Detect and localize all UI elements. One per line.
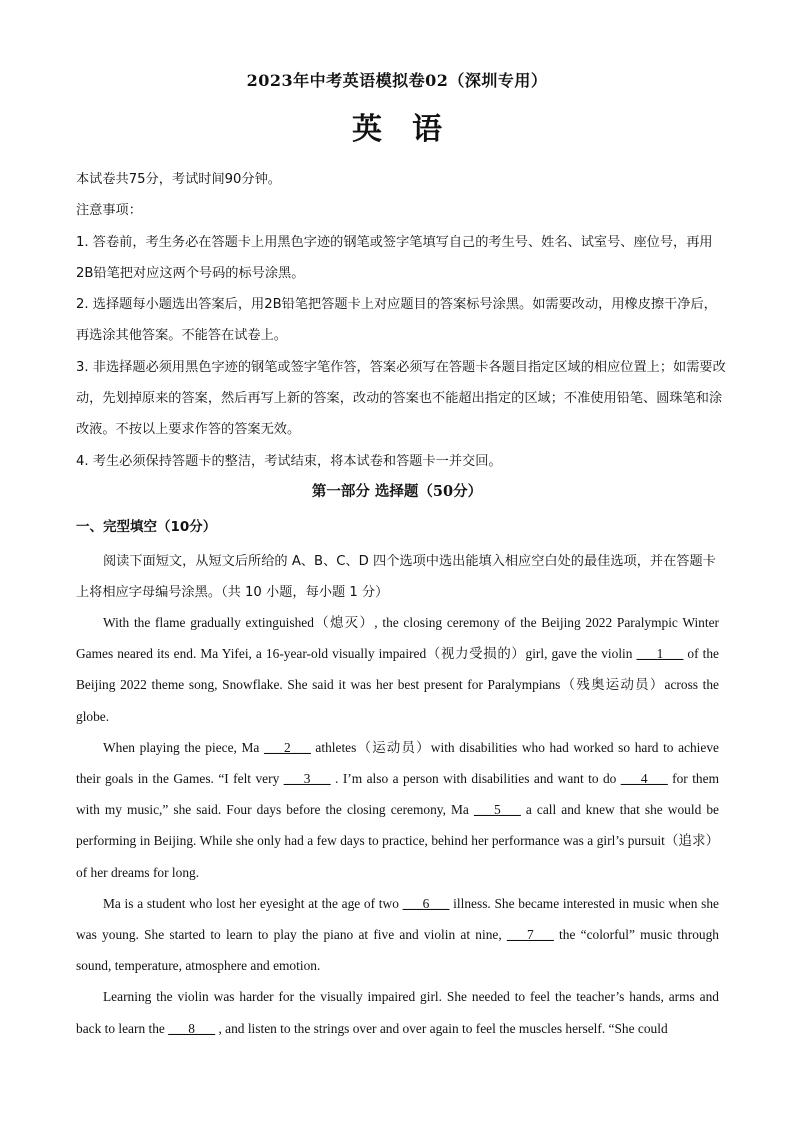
passage-text: When playing the piece, Ma — [103, 739, 264, 755]
passage-text: , and listen to the strings over and over again to feel the muscles herself. “She could — [215, 1020, 668, 1036]
passage-text: athletes（运动员）with disabilities who had worked so hard to achieve their goals in the Games. “I felt very — [76, 739, 719, 787]
blank-4: ___4___ — [620, 771, 668, 787]
passage-text: a call and knew that she would be performing in Beijing. While she only had a few days to practice, behind her performance was a girl’s pursuit（追求）of her dreams for long. — [76, 802, 719, 880]
exam-notes — [76, 164, 726, 477]
notes-heading: 注意事项： — [76, 203, 142, 219]
blank-8: ___8___ — [168, 1020, 216, 1036]
passage-text: for them with my music,” she said. Four days before the closing ceremony, Ma — [76, 771, 719, 818]
cloze-passage — [76, 607, 719, 1044]
passage-paragraph — [76, 732, 719, 888]
passage-paragraph — [76, 888, 719, 982]
passage-text: the “colorful” music through sound, temperature, atmosphere and emotion. — [76, 927, 719, 974]
part-heading: 一、完型填空（10分） — [76, 519, 217, 535]
blank-6: ___6___ — [402, 895, 450, 911]
passage-paragraph — [76, 981, 719, 1043]
passage-text: With the flame gradually extinguished（熄灭）, the closing ceremony of the Beijing 2022 Paralympic Winter Games neared its end. Ma Yifei, a 16-year-old visually impaired（视力受损的）girl, gave the violin — [76, 615, 719, 662]
note-item: 1. 答卷前，考生务必在答题卡上用黑色字迹的钢笔或签字笔填写自己的考生号、姓名、试室号、座位号，再用2B铅笔把对应这两个号码的标号涂黑。 — [76, 234, 713, 281]
section-title: 第一部分 选择题（50分） — [311, 483, 483, 500]
note-item: 2. 选择题每小题选出答案后，用2B铅笔把答题卡上对应题目的答案标号涂黑。如需要改动，用橡皮擦干净后，再选涂其他答案。不能答在试卷上。 — [76, 297, 717, 344]
blank-3: ___3___ — [283, 771, 331, 787]
note-item: 4. 考生必须保持答题卡的整洁，考试结束，将本试卷和答题卡一并交回。 — [76, 453, 502, 469]
subject-title: 英 语 — [352, 112, 442, 147]
instructions-text: 阅读下面短文，从短文后所给的 A、B、C、D 四个选项中选出能填入相应空白处的最佳选项，并在答题卡上将相应字母编号涂黑。（共 10 小题，每小题 1 分） — [76, 554, 716, 601]
blank-7: ___7___ — [506, 927, 554, 943]
passage-paragraph — [76, 607, 719, 732]
passage-text: illness. She became interested in music when she was young. She started to learn to play the piano at five and violin at nine, — [76, 895, 719, 943]
exam-intro: 本试卷共75分，考试时间90分钟。 — [76, 172, 281, 187]
exam-title: 2023年中考英语模拟卷02（深圳专用） — [246, 71, 548, 90]
blank-5: ___5___ — [473, 802, 521, 818]
blank-2: ___2___ — [263, 739, 311, 755]
passage-text: Ma is a student who lost her eyesight at the age of two — [103, 895, 403, 911]
note-item: 3. 非选择题必须用黑色字迹的钢笔或签字笔作答，答案必须写在答题卡各题目指定区域的相应位置上；如需要改动，先划掉原来的答案，然后再写上新的答案，改动的答案也不能超出指定的区域；不准使用铅笔、圆珠笔和涂改液。不按以上要求作答的答案无效。 — [76, 359, 726, 438]
passage-text: of the Beijing 2022 theme song, Snowflake. She said it was her best present for Paralympians（残奥运动员）across the globe. — [76, 646, 719, 724]
part-instructions — [76, 546, 719, 609]
blank-1: ___1___ — [636, 646, 684, 662]
passage-text: . I’m also a person with disabilities and want to do — [330, 771, 621, 787]
passage-text: Learning the violin was harder for the visually impaired girl. She needed to feel the teacher’s hands, arms and back to learn the — [76, 989, 719, 1036]
